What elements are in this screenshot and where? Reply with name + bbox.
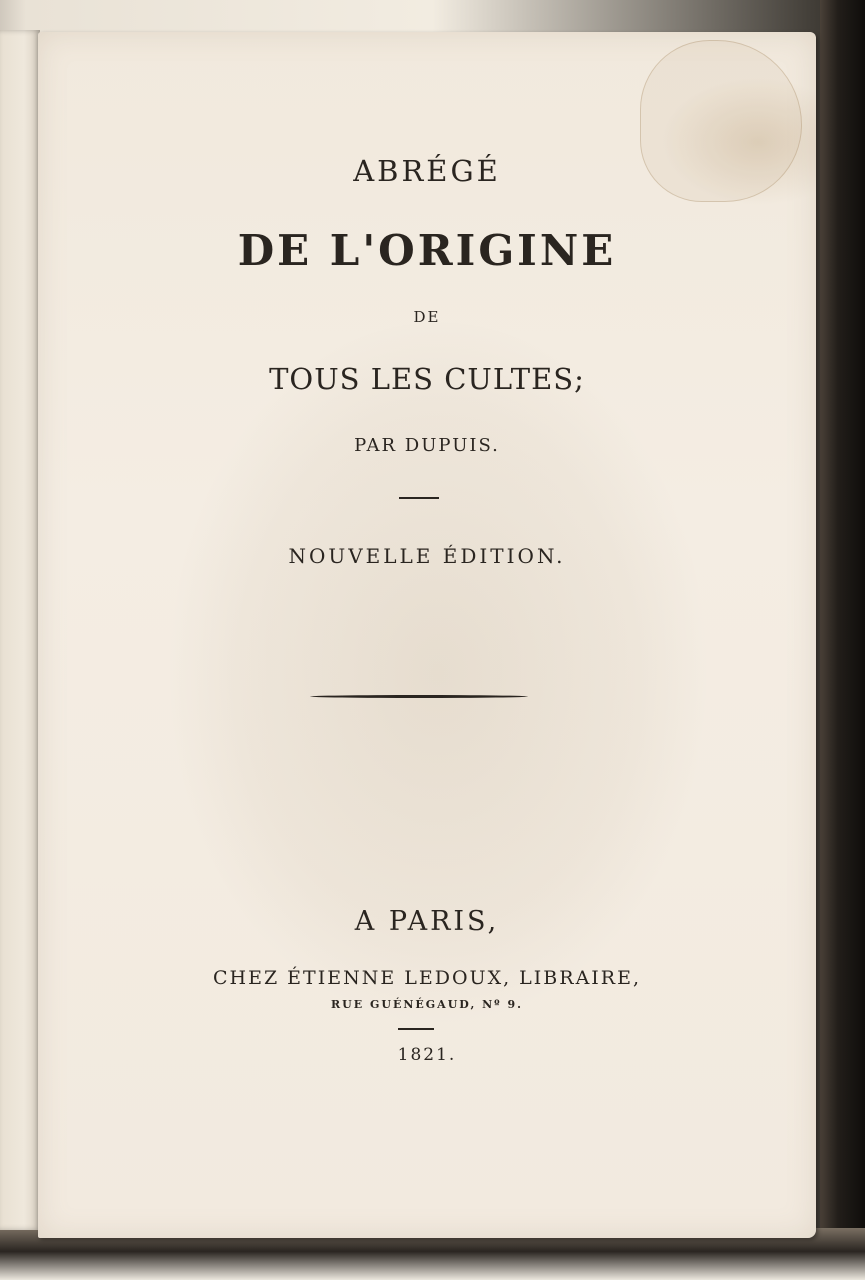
imprint-publisher: CHEZ ÉTIENNE LEDOUX, LIBRAIRE, (212, 967, 642, 989)
divider-rule (399, 497, 439, 499)
divider-rule-small (398, 1028, 434, 1030)
edition-line: NOUVELLE ÉDITION. (288, 544, 566, 568)
imprint-city: A PARIS, (354, 906, 500, 937)
title-page (38, 32, 816, 1238)
title-line-3: DE (413, 308, 441, 326)
title-line-4: TOUS LES CULTES; (269, 362, 585, 396)
ornamental-rule (310, 695, 528, 698)
imprint-address: RUE GUÉNÉGAUD, Nº 9. (331, 998, 523, 1011)
title-line-2: DE L'ORIGINE (237, 226, 617, 275)
facing-page-edge (0, 30, 40, 1230)
imprint-year: 1821. (397, 1045, 457, 1065)
title-line-1: ABRÉGÉ (353, 154, 501, 188)
author-line: PAR DUPUIS. (354, 435, 500, 456)
background-shadow (820, 0, 865, 1280)
